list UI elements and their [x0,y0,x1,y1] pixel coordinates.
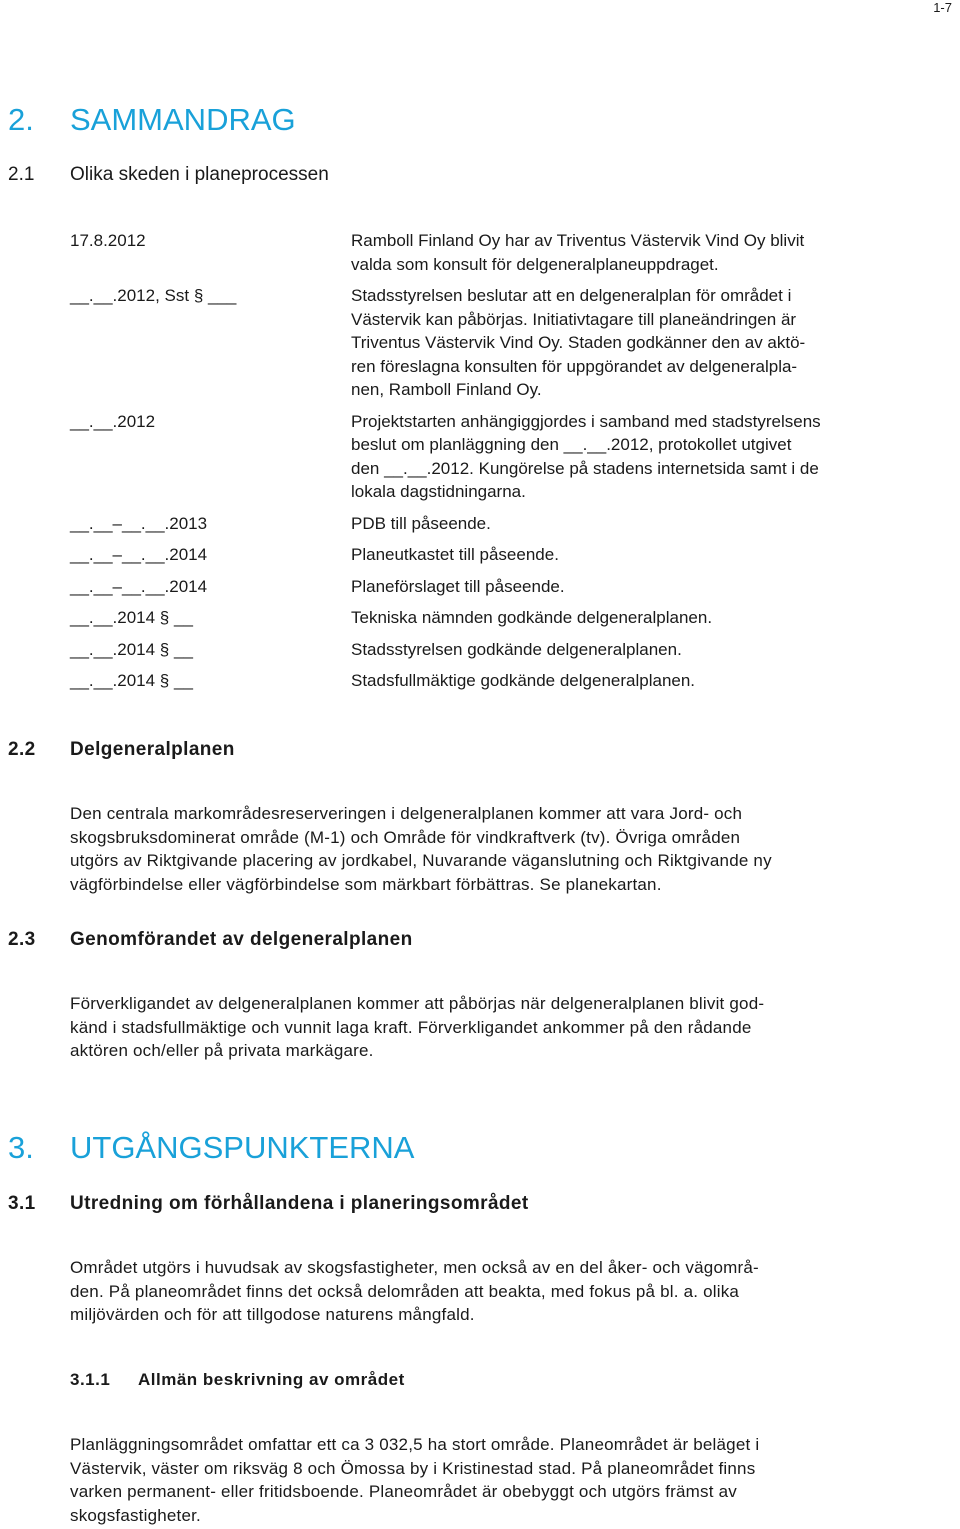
timeline-entry [70,410,960,504]
section-number: 2.3 [8,929,36,950]
section-3-1-1-heading [70,1369,405,1391]
timeline-description [351,229,960,276]
timeline-description [351,543,960,567]
timeline-date: __.__–__.__.2014 [70,545,208,564]
section-2-3-paragraph [70,992,960,1063]
text-line: Projektstarten anhängiggjordes i samband med stadstyrelsens [351,411,821,431]
timeline-entry [70,543,960,567]
text-line: Den centrala markområdesreserveringen i delgeneralplanen kommer att vara Jord- och [70,804,743,823]
page-number: 1-7 [933,0,952,15]
timeline-date: __.__.2012, Sst § ___ [70,286,237,305]
timeline-date: 17.8.2012 [70,231,146,250]
text-line: Planläggningsområdet omfattar ett ca 3 032,5 ha stort område. Planeområdet är beläget i [70,1435,760,1454]
section-number: 3.1 [8,1193,36,1214]
section-title: SAMMANDRAG [70,102,296,137]
section-2-2-paragraph [70,802,960,896]
text-line: PDB till påseende. [351,513,491,533]
section-title: UTGÅNGSPUNKTERNA [70,1130,415,1165]
text-line: skogsbruksdominerat område (M-1) och Område för vindkraftverk (tv). Övriga områden [70,827,741,847]
timeline-entry [70,575,960,599]
timeline-entry [70,229,960,276]
text-line: Planeutkastet till påseende. [351,545,559,564]
section-2-heading [8,102,296,138]
timeline-description [351,410,960,504]
text-line: lokala dagstidningarna. [351,482,526,501]
timeline-date: __.__–__.__.2014 [70,576,208,596]
timeline-entry [70,284,960,402]
timeline-description [351,575,960,599]
timeline-date: __.__.2014 § __ [70,671,193,690]
section-2-3-heading [8,928,413,952]
text-line: aktören och/eller på privata markägare. [70,1041,374,1060]
section-title: Utredning om förhållandena i planeringsområdet [70,1193,529,1214]
section-number: 3. [8,1130,34,1165]
section-number: 2.2 [8,739,36,760]
text-line: beslut om planläggning den __.__.2012, protokollet utgivet [351,435,792,454]
timeline-entry [70,638,960,662]
text-line: den. På planeområdet finns det också delområden att beakta, med fokus på bl. a. olika [70,1281,740,1301]
timeline-description [351,638,960,662]
timeline-description [351,512,960,536]
text-line: Förverkligandet av delgeneralplanen kommer att påbörjas när delgeneralplanen blivit god- [70,994,765,1013]
text-line: ren föreslagna konsulten för uppgörandet av delgeneralpla- [351,356,798,376]
section-3-heading [8,1130,414,1166]
text-line: vägförbindelse eller vägförbindelse som märkbart förbättras. Se planekartan. [70,874,662,894]
text-line: Planeförslaget till påseende. [351,576,565,596]
text-line: valda som konsult för delgeneralplaneuppdraget. [351,254,719,274]
text-line: Ramboll Finland Oy har av Triventus Västervik Vind Oy blivit [351,231,805,250]
section-2-1-heading [8,163,329,187]
section-3-1-paragraph [70,1256,960,1327]
section-number: 2.1 [8,164,35,185]
section-title: Delgeneralplanen [70,739,235,760]
section-number: 2. [8,102,34,137]
timeline-date: __.__.2014 § __ [70,608,193,627]
text-line: Området utgörs i huvudsak av skogsfastigheter, men också av en del åker- och vägområ- [70,1258,759,1277]
section-title: Olika skeden i planeprocessen [70,164,329,185]
text-line: Västervik kan påbörjas. Initiativtagare till planeändringen är [351,309,797,329]
timeline-description [351,669,960,693]
timeline-date: __.__.2014 § __ [70,639,193,659]
timeline-description [351,606,960,630]
section-title: Allmän beskrivning av området [138,1370,405,1389]
section-3-1-1-paragraph [70,1433,960,1527]
text-line: utgörs av Riktgivande placering av jordkabel, Nuvarande väganslutning och Riktgivande ny [70,851,772,870]
text-line: Stadsstyrelsen godkände delgeneralplanen. [351,639,682,659]
timeline-entry [70,669,960,693]
text-line: Stadsstyrelsen beslutar att en delgeneralplan för området i [351,286,792,305]
section-3-1-heading [8,1192,529,1216]
text-line: Stadsfullmäktige godkände delgeneralplanen. [351,671,696,690]
timeline-entry [70,512,960,536]
timeline-date: __.__–__.__.2013 [70,513,208,533]
text-line: Tekniska nämnden godkände delgeneralplanen. [351,608,713,627]
text-line: den __.__.2012. Kungörelse på stadens internetsida samt i de [351,458,819,478]
section-number: 3.1.1 [70,1370,111,1389]
timeline-description [351,284,960,402]
text-line: varken permanent- eller fritidsboende. Planeområdet är obebyggt och utgörs främst av [70,1482,737,1501]
text-line: Triventus Västervik Vind Oy. Staden godkänner den av aktö- [351,333,806,352]
timeline-entry [70,606,960,630]
text-line: Västervik, väster om riksväg 8 och Ömossa by i Kristinestad stad. På planeområdet finns [70,1458,756,1478]
section-2-2-heading [8,738,235,762]
planning-timeline [70,229,960,693]
text-line: känd i stadsfullmäktige och vunnit laga kraft. Förverkligandet ankommer på den rådande [70,1017,752,1037]
text-line: miljövärden och för att tillgodose naturens mångfald. [70,1305,475,1324]
section-title: Genomförandet av delgeneralplanen [70,929,413,950]
timeline-date: __.__.2012 [70,411,156,431]
text-line: skogsfastigheter. [70,1505,201,1525]
text-line: nen, Ramboll Finland Oy. [351,380,542,399]
